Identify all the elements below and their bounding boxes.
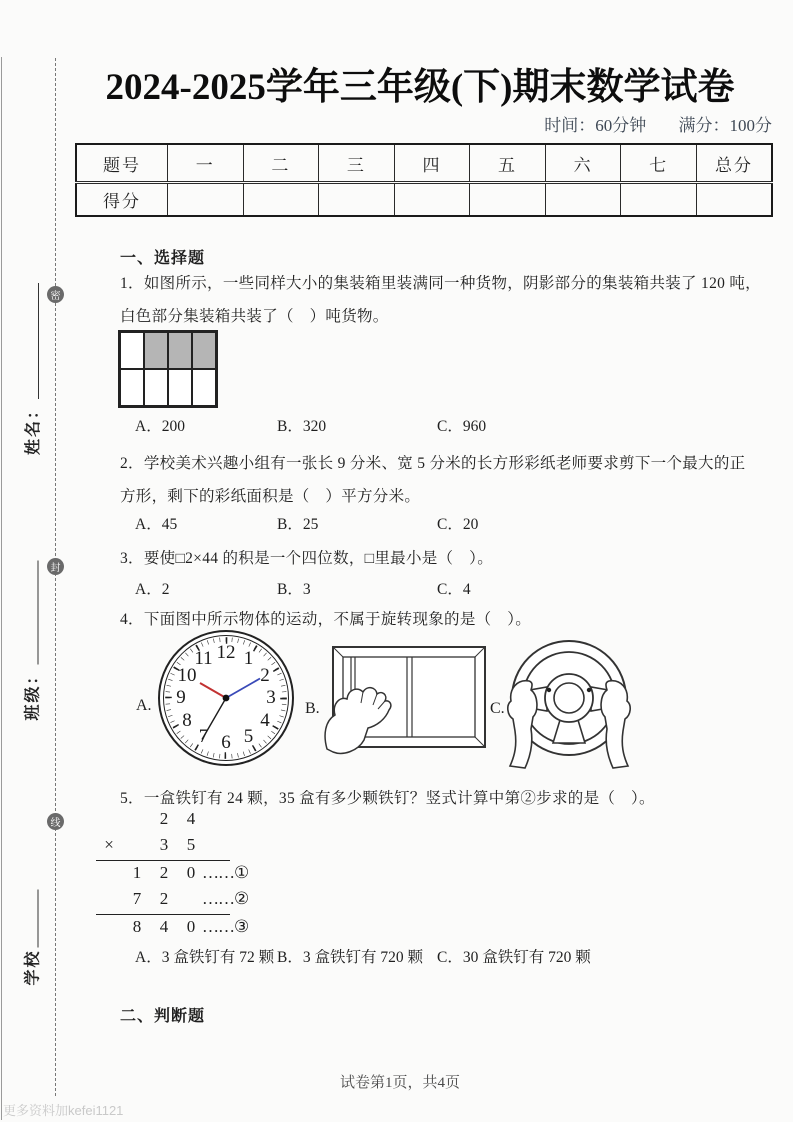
q2-text-line1: 2．学校美术兴趣小组有一张长 9 分米、宽 5 分米的长方形彩纸老师要求剪下一个最大的正 xyxy=(120,455,746,472)
grid-cell xyxy=(168,369,192,406)
seal-char: 线 xyxy=(50,818,61,829)
q5-text: 5．一盒铁钉有 24 颗，35 盒有多少颗铁钉？竖式计算中第②步求的是（ ）。 xyxy=(120,790,655,807)
q1-option-b[interactable]: B．320 xyxy=(277,418,327,435)
steering-wheel-figure xyxy=(503,635,635,769)
exam-title: 2024-2025学年三年级(下)期末数学试卷 xyxy=(105,67,735,108)
q2-options xyxy=(120,512,780,532)
mult-step-tag: ……③ xyxy=(202,917,249,936)
page-scan-edge xyxy=(1,57,2,1120)
mult-digit: 3 xyxy=(159,835,169,854)
score-table-header-cell: 四 xyxy=(394,144,470,183)
clock-number: 11 xyxy=(194,648,213,670)
score-table-header-cell: 七 xyxy=(621,144,697,183)
q1-options xyxy=(120,414,780,434)
mult-partial1-row xyxy=(96,862,366,888)
score-table-header-cell: 一 xyxy=(168,144,244,183)
mult-digit: 1 xyxy=(132,863,142,882)
q2-text-line2: 方形，剩下的彩纸面积是（ ）平方分米。 xyxy=(120,488,421,505)
q5-options xyxy=(120,945,780,965)
clock-numbers xyxy=(156,628,296,768)
mult-digit: 2 xyxy=(159,863,169,882)
q4-figure-label-c: C. xyxy=(490,700,505,717)
mult-factor2-row xyxy=(96,834,366,860)
school-blank-line[interactable] xyxy=(23,889,38,947)
mult-partial2-row xyxy=(96,888,366,914)
score-table-header-cell: 题号 xyxy=(76,144,168,183)
clock-number: 4 xyxy=(260,709,270,731)
clock-number: 9 xyxy=(176,687,186,708)
seal-badge-feng xyxy=(47,558,64,575)
q5-option-a[interactable]: A．3 盒铁钉有 72 颗 xyxy=(135,949,275,966)
exam-meta xyxy=(420,111,772,136)
window-figure xyxy=(315,645,487,757)
mult-digit: 4 xyxy=(159,917,169,936)
q4-figure-label-a: A. xyxy=(136,697,152,714)
q2-option-a[interactable]: A．45 xyxy=(135,516,178,533)
mult-digit: 7 xyxy=(132,889,142,908)
grid-cell xyxy=(192,369,216,406)
score-cell[interactable] xyxy=(243,183,319,217)
name-blank-line[interactable] xyxy=(24,283,39,399)
mult-digit: 0 xyxy=(186,863,196,882)
score-table-score-row xyxy=(76,183,772,217)
score-table-header-cell: 二 xyxy=(243,144,319,183)
mult-digit: 2 xyxy=(159,889,169,908)
score-table-header-cell: 总分 xyxy=(696,144,772,183)
score-table xyxy=(75,143,773,217)
mult-digit: 5 xyxy=(186,835,196,854)
times-sign: × xyxy=(104,835,114,854)
containers-grid-figure xyxy=(118,330,218,408)
score-row-label: 得分 xyxy=(76,183,168,217)
hand-icon xyxy=(508,681,537,768)
grid-cell xyxy=(192,332,216,369)
q1-option-a[interactable]: A．200 xyxy=(135,418,185,435)
time-limit-label: 时间：60分钟 xyxy=(544,116,647,135)
mult-digit: 2 xyxy=(159,809,169,828)
q1-text-line1: 1．如图所示，一些同样大小的集装箱里装满同一种货物，阴影部分的集装箱共装了 120 吨， xyxy=(120,275,761,292)
grid-cell xyxy=(120,332,144,369)
hand-icon xyxy=(601,681,630,768)
school-label: 学校 xyxy=(24,949,41,986)
score-cell[interactable] xyxy=(470,183,546,217)
clock-number: 8 xyxy=(182,709,192,731)
school-field xyxy=(18,881,44,986)
seal-dashed-line xyxy=(55,58,56,1096)
grid-cell xyxy=(144,332,168,369)
score-cell[interactable] xyxy=(696,183,772,217)
q1-option-c[interactable]: C．960 xyxy=(437,418,487,435)
full-score-label: 满分：100分 xyxy=(678,116,772,135)
mult-factor1-row xyxy=(96,808,366,834)
clock-number: 5 xyxy=(243,725,254,747)
mult-digit: 4 xyxy=(186,809,196,828)
mult-digit: 8 xyxy=(132,917,142,936)
score-table-header-row xyxy=(76,144,772,183)
q4-text: 4．下面图中所示物体的运动，不属于旋转现象的是（ ）。 xyxy=(120,611,532,628)
score-table-header-cell: 三 xyxy=(319,144,395,183)
vertical-multiplication xyxy=(96,808,366,944)
class-blank-line[interactable] xyxy=(23,560,38,664)
grid-cell xyxy=(144,369,168,406)
clock-number: 6 xyxy=(221,732,231,753)
score-table-header-cell: 六 xyxy=(545,144,621,183)
seal-char: 密 xyxy=(50,291,61,302)
q2-option-b[interactable]: B．25 xyxy=(277,516,319,533)
q5-option-b[interactable]: B．3 盒铁钉有 720 颗 xyxy=(277,949,423,966)
q3-options xyxy=(120,577,780,597)
grid-cell xyxy=(120,369,144,406)
name-label: 姓名： xyxy=(24,400,42,455)
mult-rule-line xyxy=(96,914,230,915)
mult-step-tag: ……② xyxy=(202,889,249,908)
clock-number: 7 xyxy=(198,725,209,747)
seal-badge-xian xyxy=(47,813,64,830)
class-field xyxy=(18,546,44,721)
clock-number: 10 xyxy=(177,664,197,686)
mult-step-tag: ……① xyxy=(202,863,249,882)
q2-option-c[interactable]: C．20 xyxy=(437,516,479,533)
clock-number: 2 xyxy=(260,664,270,686)
score-cell[interactable] xyxy=(545,183,621,217)
q3-option-a[interactable]: A．2 xyxy=(135,581,170,598)
seal-badge-mi xyxy=(47,286,64,303)
class-label: 班级： xyxy=(24,666,41,721)
score-table-header-cell: 五 xyxy=(470,144,546,183)
q3-option-c[interactable]: C．4 xyxy=(437,581,471,598)
clock-number: 1 xyxy=(243,648,254,670)
section1-heading: 一、选择题 xyxy=(120,250,206,267)
mult-product-row xyxy=(96,916,366,942)
score-cell[interactable] xyxy=(621,183,697,217)
mult-rule-line xyxy=(96,860,230,861)
q5-option-c[interactable]: C．30 盒铁钉有 720 颗 xyxy=(437,949,591,966)
clock-number: 12 xyxy=(216,642,236,663)
mult-digit: 0 xyxy=(186,917,196,936)
clock-figure xyxy=(156,628,296,768)
score-cell[interactable] xyxy=(394,183,470,217)
score-cell[interactable] xyxy=(319,183,395,217)
q3-option-b[interactable]: B．3 xyxy=(277,581,311,598)
page-footer: 试卷第1页，共4页 xyxy=(339,1075,460,1091)
seal-char: 封 xyxy=(50,563,61,574)
score-cell[interactable] xyxy=(168,183,244,217)
clock-number: 3 xyxy=(266,687,276,708)
name-field xyxy=(18,265,44,455)
q3-text: 3．要使□2×44 的积是一个四位数，□里最小是（ ）。 xyxy=(120,550,493,567)
q1-text-line2: 白色部分集装箱共装了（ ）吨货物。 xyxy=(120,308,389,325)
grid-cell xyxy=(168,332,192,369)
section2-heading: 二、判断题 xyxy=(120,1008,206,1025)
watermark: 更多资料加kefei1121 xyxy=(3,1103,124,1118)
q4-figure-label-b: B. xyxy=(305,700,320,717)
